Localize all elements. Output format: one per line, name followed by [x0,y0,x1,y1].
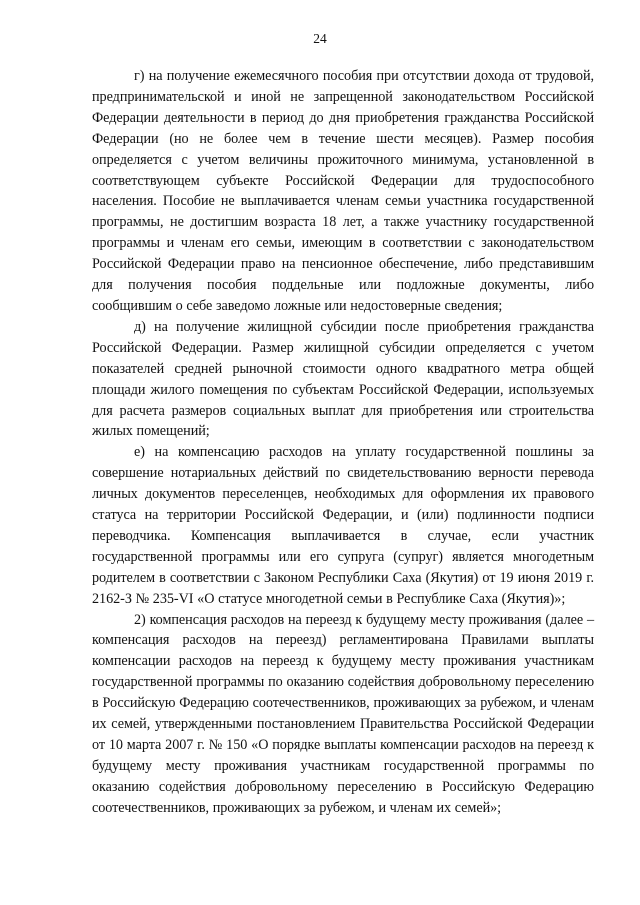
page-number: 24 [313,31,327,46]
paragraph-item-g: г) на получение ежемесячного пособия при отсутствии дохода от трудовой, предпринимательской и иной не запрещенной законодательством Российской Федерации деятельности в период до дня приобретения гражданства Российской Федерации (но не более чем в течение шести месяцев). Размер пособия определяется с учетом величины прожиточного минимума, установленной в соответствующем субъекте Российской Федерации для трудоспособного населения. Пособие не выплачивается членам семьи участника государственной программы, не достигшим возраста 18 лет, а также участнику государственной программы и членам его семьи, имеющим в соответствии с законодательством Российской Федерации право на пенсионное обеспечение, либо представившим для получения пособия поддельные или подложные документы, либо сообщившим о себе заведомо ложные или недостоверные сведения; [92,68,594,314]
paragraph-item-d: д) на получение жилищной субсидии после приобретения гражданства Российской Федерации. Размер жилищной субсидии определяется с учетом показателей средней рыночной стоимости одного квадратного метра общей площади жилого помещения по субъектам Российской Федерации, используемых для расчета размеров социальных выплат для приобретения или строительства жилых помещений; [92,318,594,440]
paragraph-item-e: е) на компенсацию расходов на уплату государственной пошлины за совершение нотариальных действий по свидетельствованию верности перевода личных документов переселенцев, необходимых для оформления их правового статуса на территории Российской Федерации, и (или) подлинности подписи переводчика. Компенсация выплачивается в случае, если участник государственной программы или его супруга (супруг) является многодетным родителем в соответствии с Законом Республики Саха (Якутия) от 19 июня 2019 г. 2162-З № 235-VI «О статусе многодетной семьи в Республике Саха (Якутия)»; [92,444,594,607]
paragraph-item-2: 2) компенсация расходов на переезд к будущему месту проживания (далее – компенсация расходов на переезд) регламентирована Правилами выплаты компенсации расходов на переезд к будущему месту проживания участникам государственной программы по оказанию содействия добровольному переселению в Российскую Федерацию соотечественников, проживающих за рубежом, и членам их семей, утвержденными постановлением Правительства Российской Федерации от 10 марта 2007 г. № 150 «О порядке выплаты компенсации расходов на переезд к будущему месту проживания участникам государственной программы по оказанию содействия добровольному переселению в Российскую Федерацию соотечественников, проживающих за рубежом, и членам их семей»; [92,611,594,816]
document-body [92,66,594,819]
